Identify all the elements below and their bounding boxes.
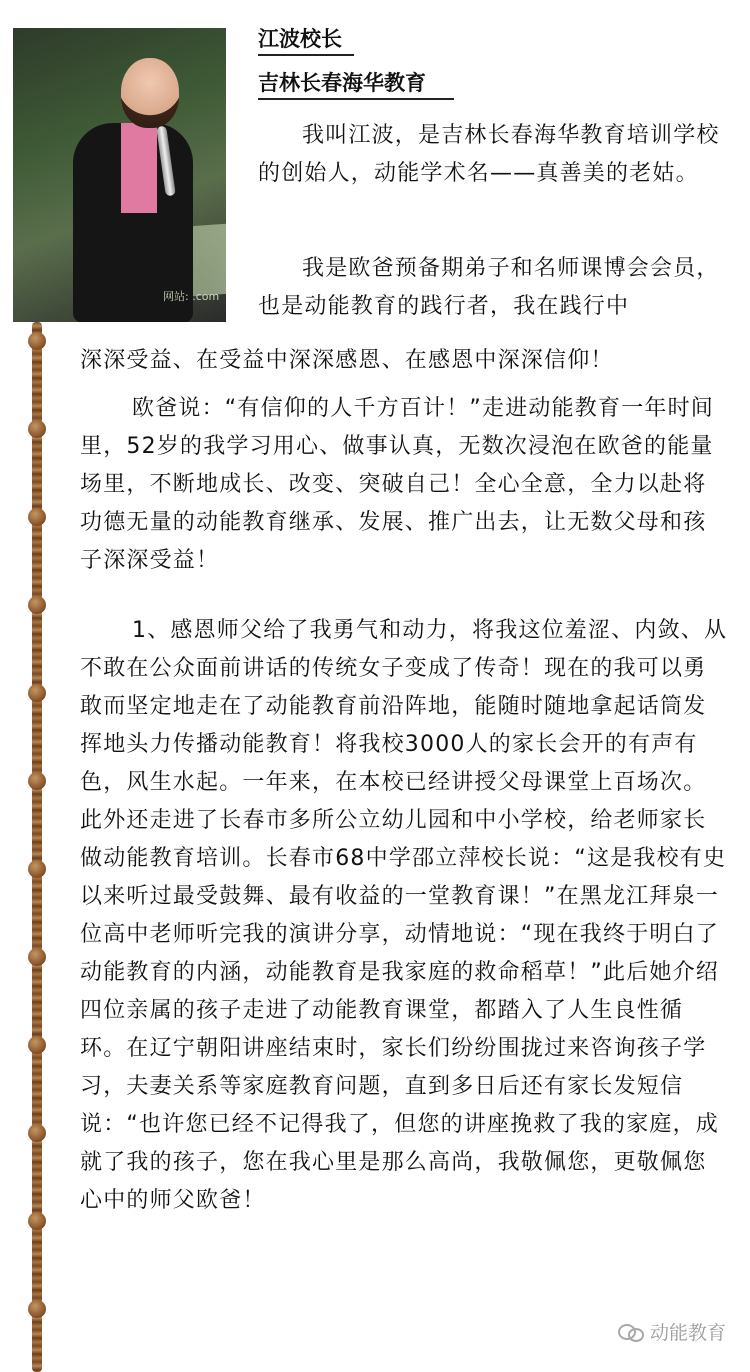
paragraph-oba-quote: 欧爸说：“有信仰的人千方百计！”走进动能教育一年时间里，52岁的我学习用心、做事认真，无数次浸泡在欧爸的能量场里，不断地成长、改变、突破自己！全心全意，全力以赴将功德无量的动能教育继承、发展、推广出去，让无数父母和孩子深深受益！ bbox=[80, 396, 714, 573]
wechat-account-logo bbox=[618, 1318, 726, 1345]
rope-knot bbox=[28, 1300, 46, 1318]
paragraph-gratitude: 1、感恩师父给了我勇气和动力，将我这位羞涩、内敛、从不敢在公众面前讲话的传统女子变成了传奇！现在的我可以勇敢而坚定地走在了动能教育前沿阵地，能随时随地拿起话筒发挥地头力传播动能教育！将我校3000人的家长会开的有声有色，风生水起。一年来，在本校已经讲授父母课堂上百场次。此外还走进了长春市多所公立幼儿园和中小学校，给老师家长做动能教育培训。长春市68中学邵立萍校长说：“这是我校有史以来听过最受鼓舞、最有收益的一堂教育课！”在黑龙江拜泉一位高中老师听完我的演讲分享，动情地说：“现在我终于明白了动能教育的内涵，动能教育是我家庭的救命稻草！”此后她介绍四位亲属的孩子走进了动能教育课堂，都踏入了人生良性循环。在辽宁朝阳讲座结束时，家长们纷纷围拢过来咨询孩子学习，夫妻关系等家庭教育问题，直到多日后还有家长发短信说：“也许您已经不记得我了，但您的讲座挽救了我的家庭，成就了我的孩子，您在我心里是那么高尚，我敬佩您，更敬佩您心中的师父欧爸！ bbox=[80, 618, 728, 1213]
rope-knot bbox=[28, 332, 46, 350]
speaker-photo bbox=[13, 28, 226, 322]
rope-knot bbox=[28, 420, 46, 438]
rope-knot bbox=[28, 1124, 46, 1142]
rope-knot bbox=[28, 1036, 46, 1054]
rope-knot bbox=[28, 684, 46, 702]
paragraph-member: 我是欧爸预备期弟子和名师课博会会员，也是动能教育的践行者，我在践行中 bbox=[258, 256, 720, 319]
organization-name: 吉林长春海华教育 bbox=[258, 68, 454, 100]
account-name: 动能教育 bbox=[649, 1322, 726, 1344]
rope-knot bbox=[28, 860, 46, 878]
rope-knot bbox=[28, 508, 46, 526]
article-header bbox=[258, 24, 454, 100]
rope-knot bbox=[28, 1212, 46, 1230]
paragraph-intro: 我叫江波，是吉林长春海华教育培训学校的创始人，动能学术名——真善美的老姑。 bbox=[258, 123, 720, 186]
wechat-icon bbox=[618, 1322, 644, 1342]
photo-person-head bbox=[121, 58, 179, 128]
rope-knot bbox=[28, 948, 46, 966]
rope-knot bbox=[28, 596, 46, 614]
principal-name: 江波校长 bbox=[258, 24, 354, 56]
rope-knot bbox=[28, 772, 46, 790]
paragraph-member-continued: 深深受益、在受益中深深感恩、在感恩中深深信仰！ bbox=[80, 348, 614, 373]
photo-watermark: 网站: .com bbox=[163, 290, 220, 303]
photo-person-shirt bbox=[121, 123, 157, 213]
